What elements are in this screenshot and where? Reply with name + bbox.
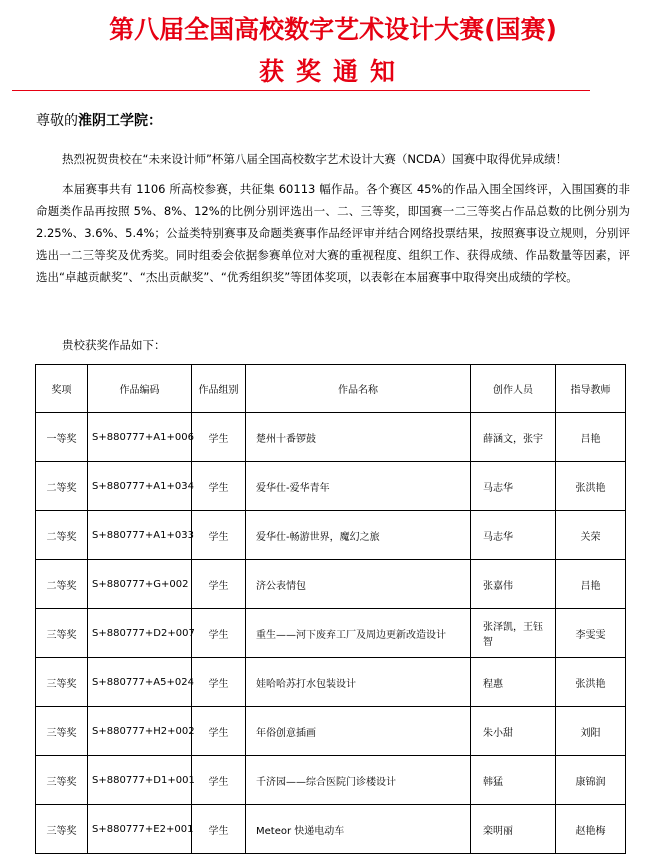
header-name: 作品名称 [246,365,471,413]
cell-code: S+880777+A1+006 [88,413,192,462]
cell-award: 二等奖 [36,462,88,511]
cell-advisor: 李雯雯 [556,609,626,658]
cell-award: 二等奖 [36,511,88,560]
cell-award: 一等奖 [36,413,88,462]
cell-creators: 栾明丽 [471,805,556,854]
cell-advisor: 刘阳 [556,707,626,756]
congratulation-paragraph: 热烈祝贺贵校在“未来设计师”杯第八届全国高校数字艺术设计大赛（NCDA）国赛中取得优异成绩！ [62,152,568,166]
header-group: 作品组别 [192,365,246,413]
cell-advisor: 吕艳 [556,413,626,462]
cell-group: 学生 [192,413,246,462]
cell-creators: 薛涵文，张宇 [471,413,556,462]
cell-name: 重生——河下废弃工厂及周边更新改造设计 [246,609,471,658]
cell-creators: 程惠 [471,658,556,707]
table-row [36,805,626,854]
cell-award: 三等奖 [36,707,88,756]
contest-summary-paragraph: 本届赛事共有 1106 所高校参赛，共征集 60113 幅作品。各个赛区 45%的作品入围全国终评，入围国赛的非命题类作品再按照 5%、8%、12%的比例分别评选出一、二、三等奖，即国赛一二三等奖占作品总数的比例分别为 2.25%、3.6%、5.4%；公益类特别赛事及命题类赛事作品经评审并结合网络投票结果，按照赛事设立规则，分别评选出一二三等奖及优秀奖。同时组委会依据参赛单位对大赛的重视程度、组织工作、获得成绩、作品数量等因素，评选出“卓越贡献奖”、“杰出贡献奖”、“优秀组织奖”等团体奖项，以表彰在本届赛事中取得突出成绩的学校。 [36,182,630,284]
table-header-row [36,365,626,413]
header-award: 奖项 [36,365,88,413]
cell-creators: 张嘉伟 [471,560,556,609]
awards-intro: 贵校获奖作品如下： [62,338,166,352]
header-code: 作品编码 [88,365,192,413]
cell-code: S+880777+A1+033 [88,511,192,560]
table-row [36,560,626,609]
cell-award: 三等奖 [36,756,88,805]
cell-name: 年俗创意插画 [246,707,471,756]
cell-advisor: 吕艳 [556,560,626,609]
cell-award: 三等奖 [36,805,88,854]
table-row [36,756,626,805]
cell-creators: 张泽凯，王钰智 [471,609,556,658]
cell-award: 三等奖 [36,609,88,658]
cell-group: 学生 [192,560,246,609]
cell-name: 爱华仕-畅游世界，魔幻之旅 [246,511,471,560]
cell-group: 学生 [192,609,246,658]
cell-name: 娃哈哈苏打水包装设计 [246,658,471,707]
cell-code: S+880777+D2+007 [88,609,192,658]
cell-advisor: 赵艳梅 [556,805,626,854]
cell-advisor: 张洪艳 [556,658,626,707]
cell-code: S+880777+D1+001 [88,756,192,805]
table-row [36,413,626,462]
cell-award: 三等奖 [36,658,88,707]
table-row [36,511,626,560]
cell-name: 千济园——综合医院门诊楼设计 [246,756,471,805]
header-creators: 创作人员 [471,365,556,413]
cell-name: 爱华仕-爱华青年 [246,462,471,511]
cell-advisor: 关荣 [556,511,626,560]
table-row [36,707,626,756]
cell-creators: 朱小甜 [471,707,556,756]
cell-group: 学生 [192,805,246,854]
header-advisor: 指导教师 [556,365,626,413]
cell-creators: 马志华 [471,511,556,560]
notice-title: 第八届全国高校数字艺术设计大赛(国赛) [109,15,557,44]
cell-group: 学生 [192,511,246,560]
cell-advisor: 张洪艳 [556,462,626,511]
cell-code: S+880777+G+002 [88,560,192,609]
cell-group: 学生 [192,658,246,707]
awards-table [35,364,626,854]
header-divider [12,90,590,91]
cell-creators: 马志华 [471,462,556,511]
school-name: 淮阴工学院： [78,113,162,129]
cell-award: 二等奖 [36,560,88,609]
cell-code: S+880777+H2+002 [88,707,192,756]
table-row [36,462,626,511]
cell-group: 学生 [192,707,246,756]
notice-subtitle: 获奖通知 [258,57,407,86]
cell-name: Meteor 快递电动车 [246,805,471,854]
table-row [36,658,626,707]
cell-code: S+880777+A5+024 [88,658,192,707]
cell-creators: 韩猛 [471,756,556,805]
cell-code: S+880777+A1+034 [88,462,192,511]
cell-name: 楚州十番锣鼓 [246,413,471,462]
table-row [36,609,626,658]
salutation-prefix: 尊敬的 [36,113,78,129]
cell-name: 济公表情包 [246,560,471,609]
cell-code: S+880777+E2+001 [88,805,192,854]
cell-group: 学生 [192,756,246,805]
cell-advisor: 康锦润 [556,756,626,805]
cell-group: 学生 [192,462,246,511]
salutation [36,110,162,130]
